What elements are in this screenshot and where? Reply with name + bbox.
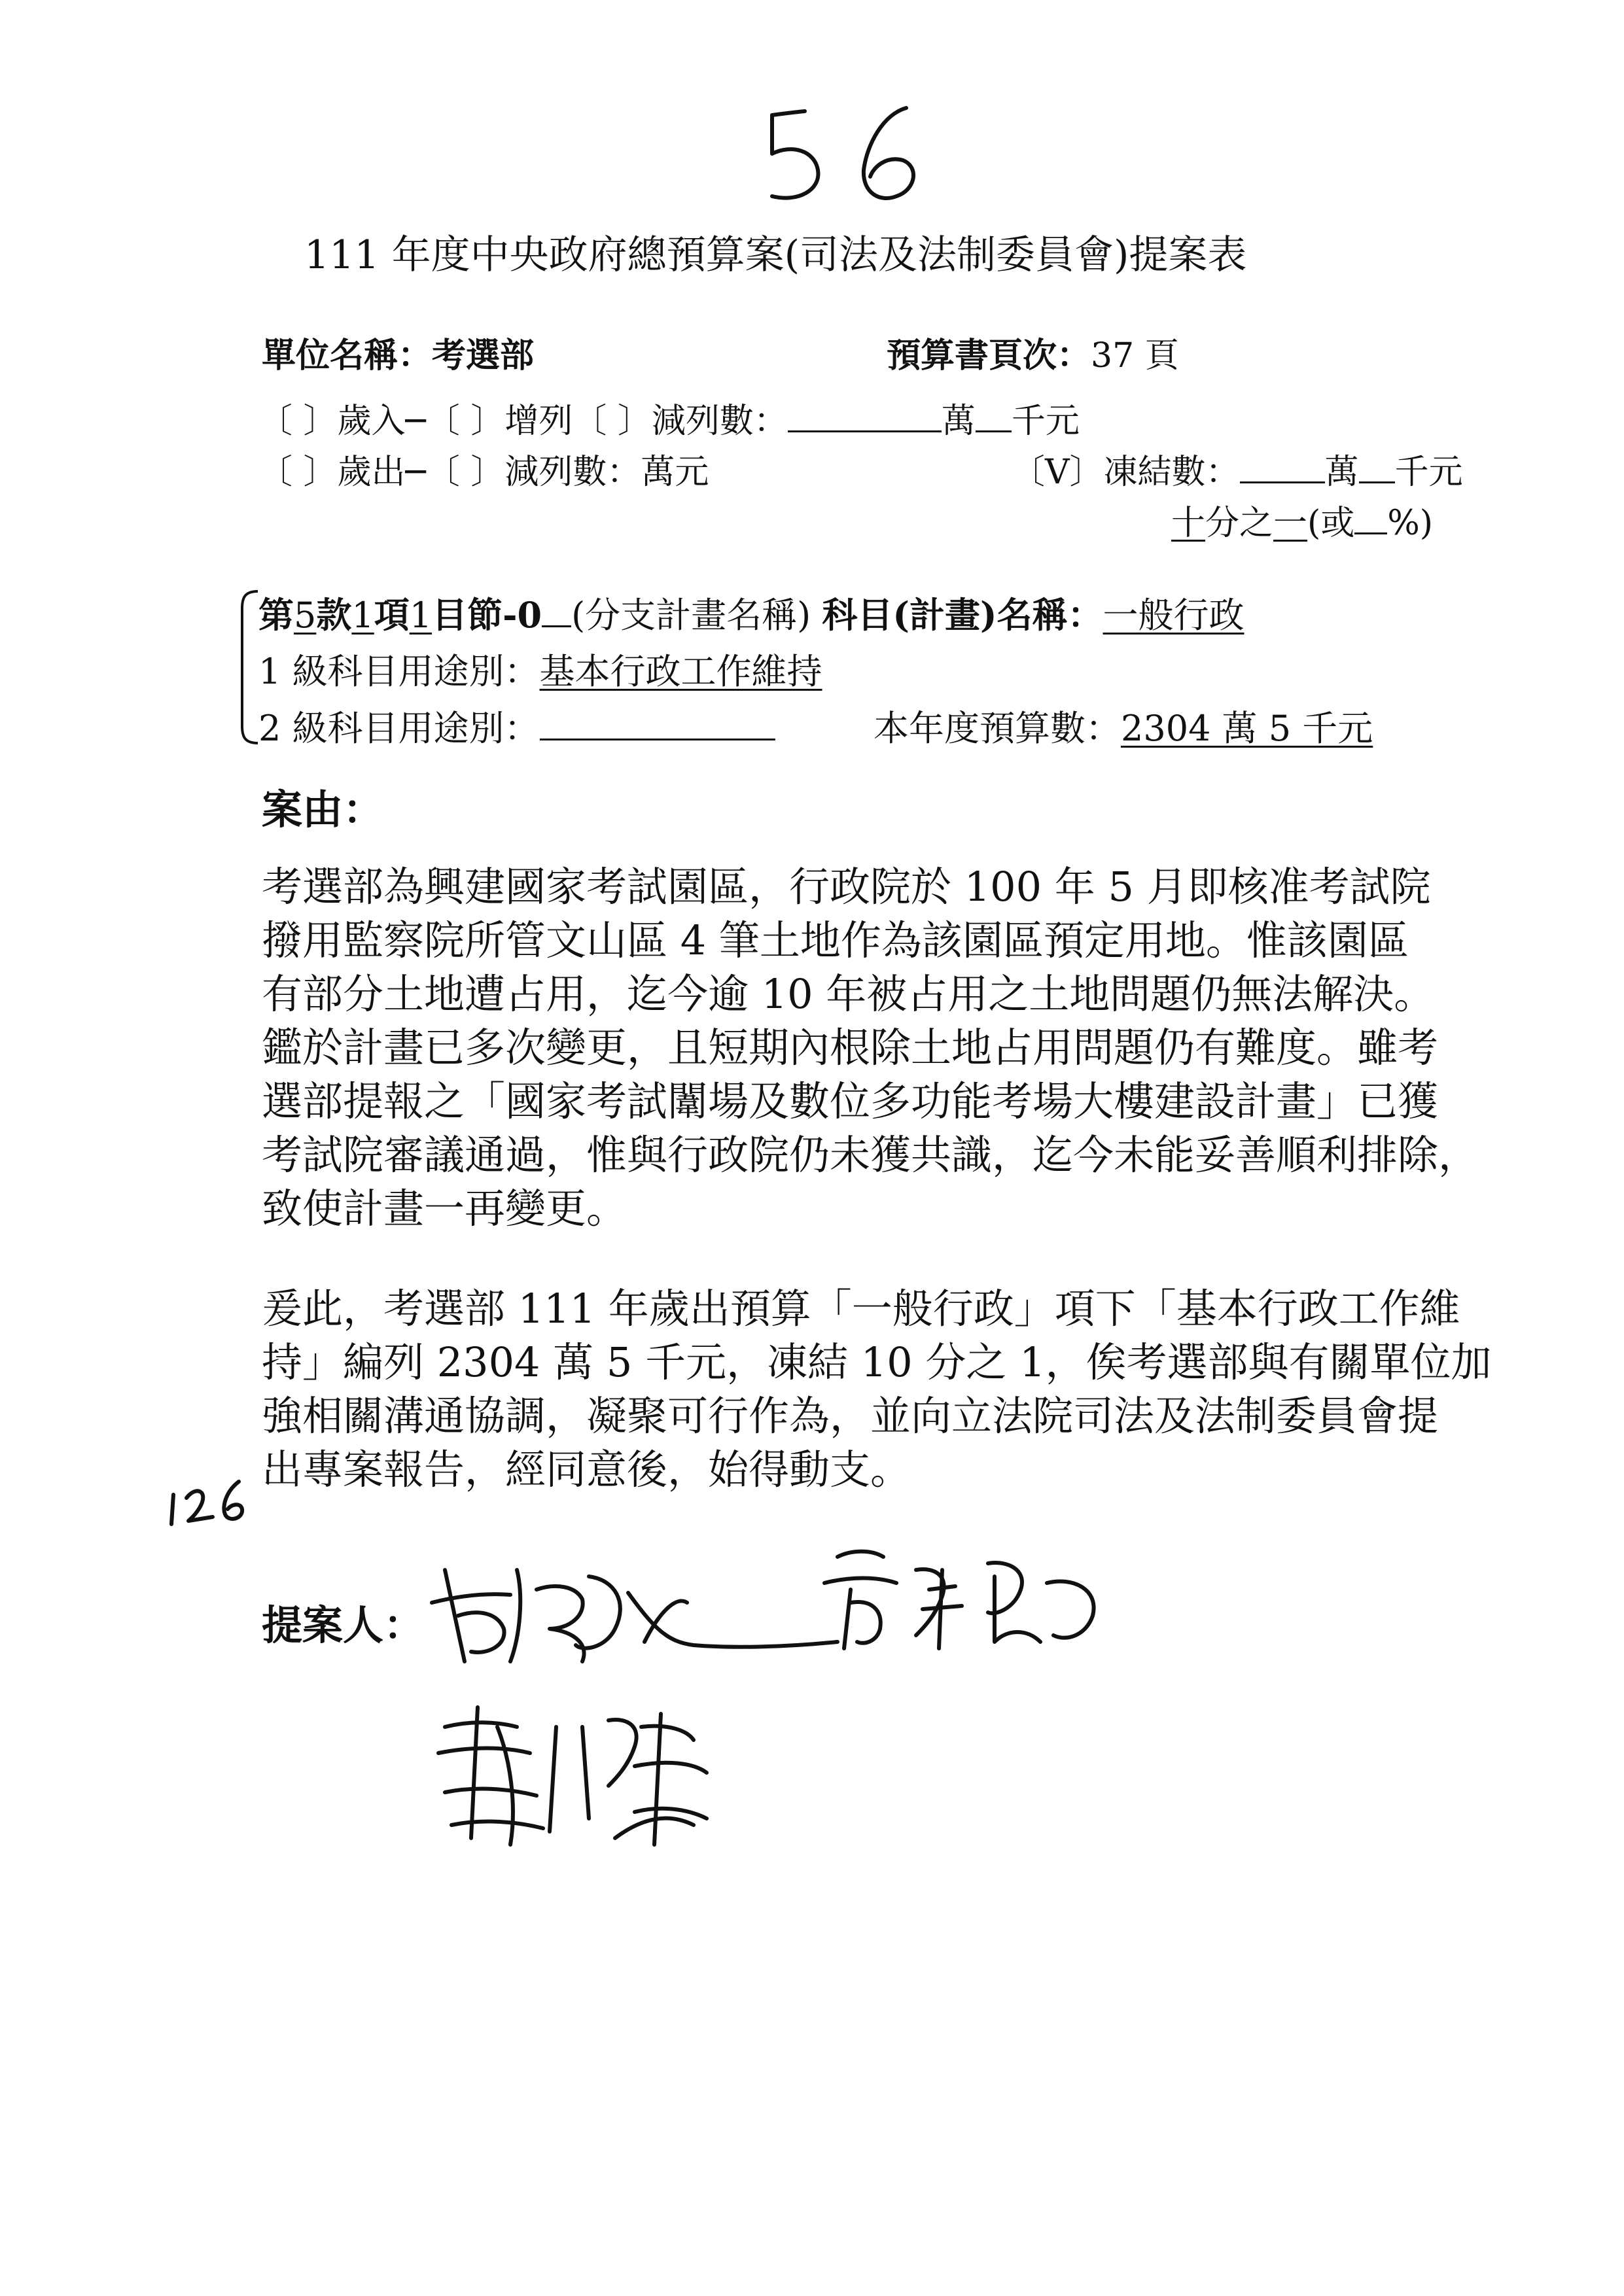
paragraph-2-line: 爰此，考選部 111 年歲出預算「一般行政」項下「基本行政工作維 — [262, 1285, 1460, 1332]
item-p5: (分支計畫名稱) — [571, 595, 822, 636]
unit-name-row — [262, 335, 534, 377]
freeze-fraction — [1171, 502, 1433, 544]
paragraph-1-line: 有部分土地遭占用，迄今逾 10 年被占用之土地問題仍無法解決。 — [262, 970, 1435, 1018]
fraction-numerator: 十 — [1171, 504, 1206, 543]
freeze-unit-qian: 千元 — [1394, 453, 1463, 492]
paragraph-1-line: 鑑於計畫已多次變更，且短期內根除土地占用問題仍有難度。雖考 — [262, 1024, 1439, 1071]
level1-row — [258, 651, 822, 693]
paragraph-1-line: 撥用監察院所管文山區 4 筆土地作為該園區預定用地。惟該園區 — [262, 916, 1409, 964]
program-name: 一般行政 — [1103, 595, 1244, 636]
form-title: 111 年度中央政府總預算案(司法及法制委員會)提案表 — [304, 232, 1247, 278]
fraction-denominator: 一 — [1273, 504, 1308, 543]
handwritten-margin-note — [164, 1469, 255, 1527]
freeze-row — [1011, 451, 1463, 493]
revenue-unit-qian: 千元 — [1011, 402, 1080, 441]
item-mu: 1 — [409, 595, 432, 636]
proposer-signatures — [419, 1531, 1125, 1871]
revenue-row — [258, 400, 1080, 442]
fraction-mid: 分之 — [1205, 504, 1274, 543]
paragraph-1-line: 致使計畫一再變更。 — [262, 1185, 627, 1232]
unit-label: 單位名稱： — [262, 336, 432, 375]
revenue-unit-wan: 萬 — [941, 402, 976, 441]
proposer-label: 提案人： — [262, 1601, 425, 1649]
reason-paragraph-2 — [262, 1282, 1492, 1497]
budget-label: 本年度預算數： — [874, 708, 1121, 749]
paragraph-2-line: 出專案報告，經同意後，始得動支。 — [262, 1446, 911, 1493]
paragraph-2-line: 持」編列 2304 萬 5 千元，凍結 10 分之 1，俟考選部與有關單位加 — [262, 1338, 1492, 1386]
expense-row — [258, 451, 709, 493]
paragraph-1-line: 選部提報之「國家考試闈場及數位多功能考場大樓建設計畫」已獲 — [262, 1077, 1439, 1125]
level1-value: 基本行政工作維持 — [539, 651, 822, 692]
fraction-tail-open: (或 — [1307, 504, 1355, 543]
paragraph-2-line: 強相關溝通協調，凝聚可行作為，並向立法院司法及法制委員會提 — [262, 1392, 1439, 1440]
budget-value: 2304 萬 5 千元 — [1121, 708, 1373, 749]
item-p6: 科目(計畫)名稱： — [822, 594, 1103, 636]
item-p1: 第 — [258, 594, 294, 636]
item-kuan: 5 — [294, 595, 317, 636]
item-p3: 項 — [374, 594, 410, 636]
item-p2: 款 — [316, 594, 352, 636]
page-ref-row — [887, 335, 1179, 377]
item-block-bracket — [236, 589, 262, 746]
level1-label: 1 級科目用途別： — [258, 651, 540, 692]
item-p4: 目節-0 — [432, 594, 542, 636]
fraction-tail-close: %) — [1387, 504, 1434, 543]
handwritten-page-number — [752, 98, 949, 209]
level2-row — [258, 708, 775, 750]
expense-row-prefix: 〔 〕歲出─〔 〕減列數：萬元 — [258, 453, 709, 492]
budget-row — [874, 708, 1373, 750]
item-xiang: 1 — [351, 595, 374, 636]
freeze-checkbox: 〔V〕凍結數： — [1011, 453, 1240, 492]
revenue-row-prefix: 〔 〕歲入─〔 〕增列〔 〕減列數： — [258, 402, 788, 441]
paragraph-1-line: 考選部為興建國家考試園區，行政院於 100 年 5 月即核准考試院 — [262, 863, 1431, 911]
page-ref-value: 37 頁 — [1091, 336, 1179, 375]
paragraph-1-line: 考試院審議通過，惟與行政院仍未獲共識，迄今未能妥善順利排除， — [262, 1131, 1479, 1179]
unit-name: 考選部 — [432, 336, 535, 375]
page-ref-label: 預算書頁次： — [887, 336, 1091, 375]
reason-paragraph-1 — [262, 860, 1479, 1236]
freeze-unit-wan: 萬 — [1324, 453, 1359, 492]
reason-heading: 案由： — [262, 786, 384, 833]
item-line — [258, 594, 1244, 636]
level2-label: 2 級科目用途別： — [258, 708, 540, 749]
